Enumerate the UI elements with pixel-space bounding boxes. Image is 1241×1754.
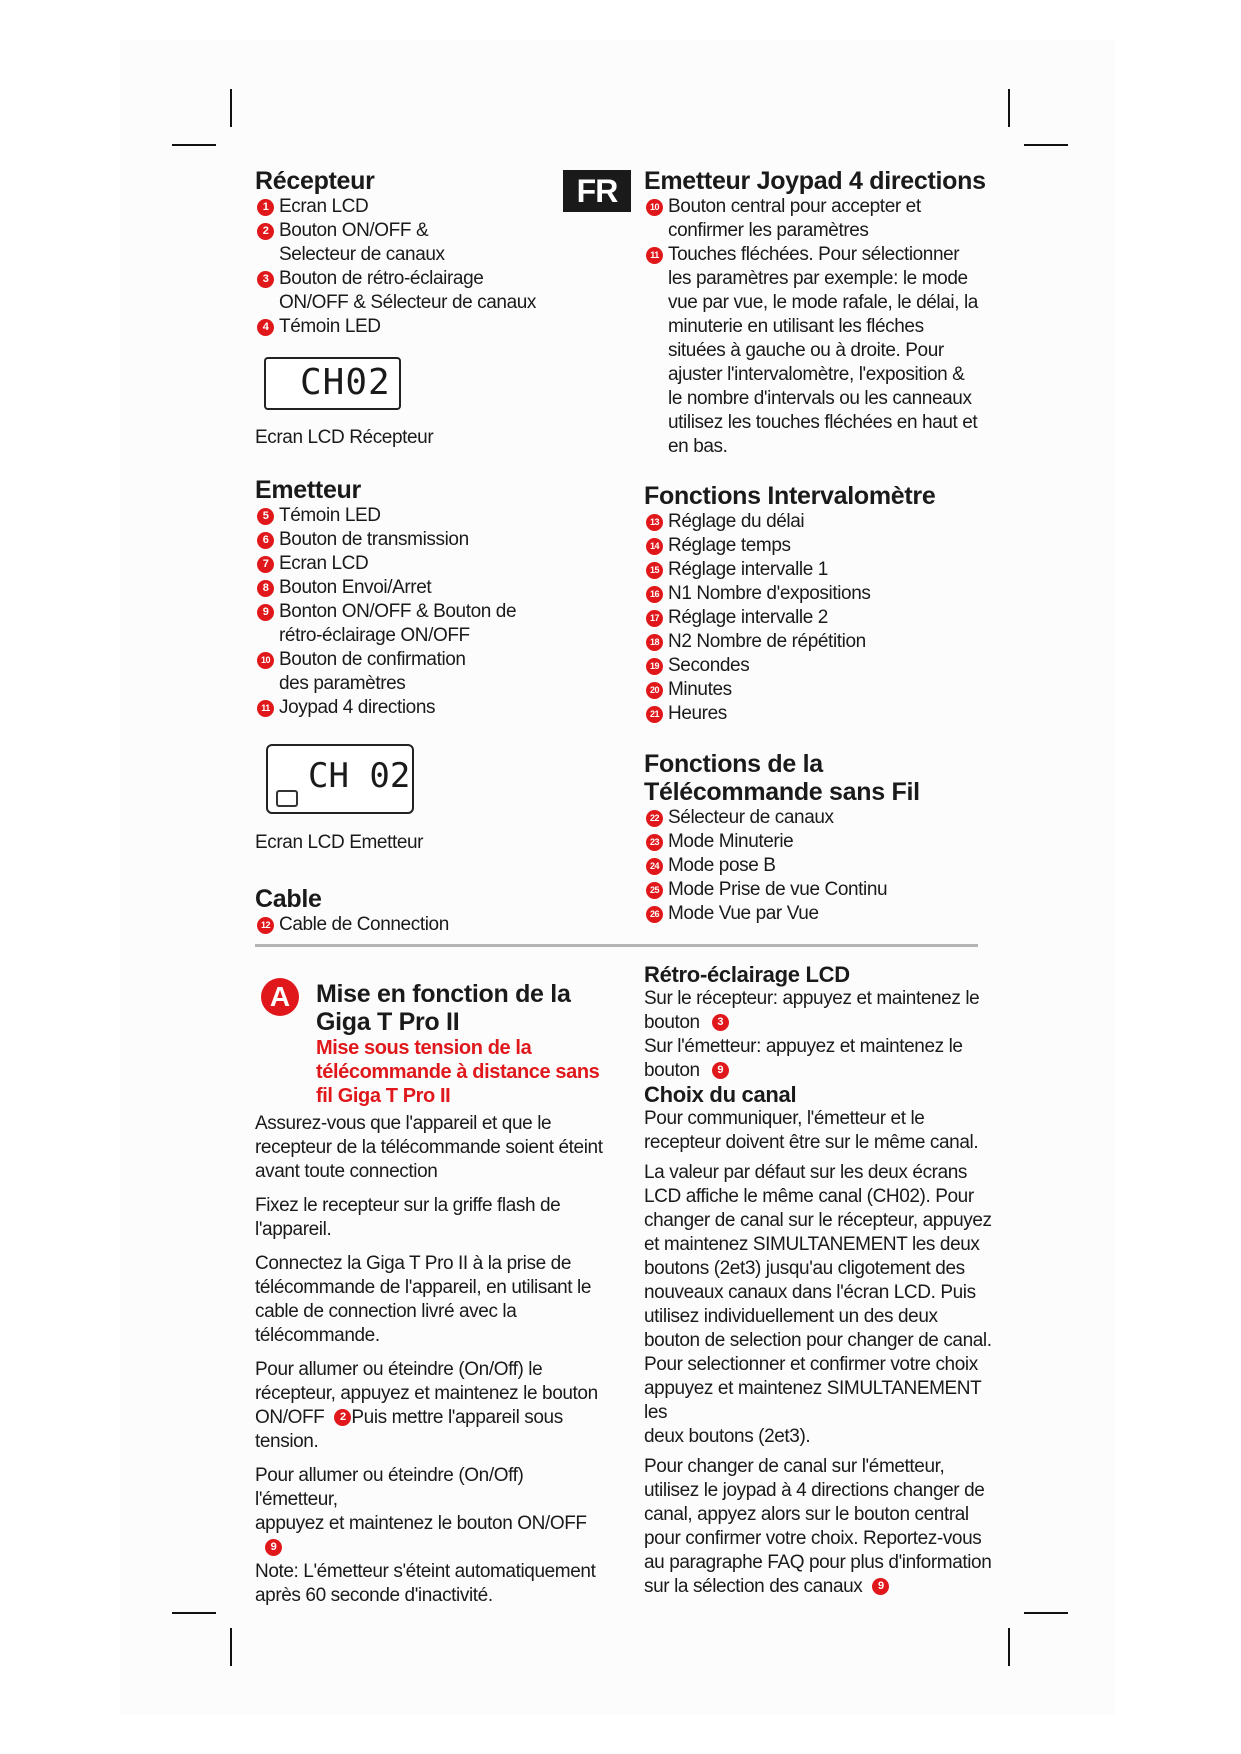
item-text-line: Bouton de confirmation xyxy=(279,649,466,670)
list-item xyxy=(255,696,565,720)
text-line: pour confirmer votre choix. Reportez-vous xyxy=(644,1528,982,1549)
section-a-subtitle-line-3: fil Giga T Pro II xyxy=(316,1085,451,1107)
receptor-section xyxy=(255,167,565,339)
emitter-led-indicator xyxy=(276,790,298,807)
text-line: l'appareil. xyxy=(255,1219,332,1240)
crop-mark xyxy=(1024,144,1068,146)
list-item xyxy=(255,648,565,696)
crop-mark xyxy=(1024,1612,1068,1614)
item-text-line: Minutes xyxy=(668,679,732,700)
text-line: Connectez la Giga T Pro II à la prise de xyxy=(255,1253,571,1274)
text-line: après 60 seconde d'inactivité. xyxy=(255,1585,493,1606)
section-a-title-line-1: Mise en fonction de la xyxy=(316,980,571,1008)
item-text-line: Mode Prise de vue Continu xyxy=(668,879,888,900)
item-text-line: Mode Minuterie xyxy=(668,831,794,852)
text-fragment: Puis mettre l'appareil sous xyxy=(351,1407,563,1428)
section-a-heading xyxy=(316,980,606,1108)
crop-mark xyxy=(230,1628,232,1666)
list-item xyxy=(644,806,994,830)
text-line: deux boutons (2et3). xyxy=(644,1426,811,1447)
cable-section xyxy=(255,885,565,937)
item-number-badge: 8 xyxy=(257,580,274,597)
crop-mark xyxy=(230,89,232,127)
item-text-line: Cable de Connection xyxy=(279,914,449,935)
list-item xyxy=(255,315,565,339)
text-line: boutons (2et3) jusqu'au cligotement des xyxy=(644,1258,965,1279)
item-text-line: Bouton de rétro-éclairage xyxy=(279,268,484,289)
ref-number-badge: 3 xyxy=(712,1014,729,1031)
list-item xyxy=(255,195,565,219)
text-fragment: bouton xyxy=(644,1060,700,1081)
item-text-line: Selecteur de canaux xyxy=(279,244,445,265)
text-line xyxy=(255,1406,605,1430)
item-number-badge: 16 xyxy=(646,586,663,603)
emitter-lcd-text: CH 02 xyxy=(308,756,411,796)
item-text-line: Bouton Envoi/Arret xyxy=(279,577,432,598)
item-number-badge: 9 xyxy=(257,604,274,621)
remote-title xyxy=(644,750,994,806)
item-text-line: ajuster l'intervalomètre, l'exposition & xyxy=(668,364,965,385)
list-item xyxy=(255,219,565,267)
item-text-line: Bouton ON/OFF & xyxy=(279,220,429,241)
list-item xyxy=(644,243,994,459)
text-fragment: bouton xyxy=(644,1012,700,1033)
list-item xyxy=(644,630,994,654)
list-item xyxy=(644,878,994,902)
text-line xyxy=(255,1512,605,1560)
text-line: Pour allumer ou éteindre (On/Off) le xyxy=(255,1359,543,1380)
item-text-line: N2 Nombre de répétition xyxy=(668,631,866,652)
language-tag: FR xyxy=(563,170,631,212)
text-line: LCD affiche le même canal (CH02). Pour xyxy=(644,1186,974,1207)
list-item xyxy=(644,702,994,726)
text-fragment: ON/OFF xyxy=(255,1407,325,1428)
list-item xyxy=(255,552,565,576)
remote-title-line-1: Fonctions de la xyxy=(644,750,823,778)
intervalometer-list xyxy=(644,510,994,726)
item-text-line: ON/OFF & Sélecteur de canaux xyxy=(279,292,537,313)
section-a-paragraph-1 xyxy=(255,1112,605,1184)
item-number-badge: 10 xyxy=(257,652,274,669)
channel-paragraph-2 xyxy=(644,1161,994,1449)
item-number-badge: 7 xyxy=(257,556,274,573)
item-text-line: Réglage intervalle 2 xyxy=(668,607,828,628)
item-text-line: Touches fléchées. Pour sélectionner xyxy=(668,244,960,265)
text-line: Pour allumer ou éteindre (On/Off) l'émetteur, xyxy=(255,1465,524,1510)
section-a-paragraph-3 xyxy=(255,1252,605,1348)
list-item xyxy=(644,510,994,534)
text-line: télécommande de l'appareil, en utilisant le xyxy=(255,1277,592,1298)
ref-number-badge: 9 xyxy=(265,1539,282,1556)
item-text-line: Bouton central pour accepter et xyxy=(668,196,921,217)
channel-section xyxy=(644,1082,994,1599)
section-a-paragraph-5 xyxy=(255,1464,605,1608)
list-item xyxy=(255,576,565,600)
text-line: utilisez individuellement un des deux xyxy=(644,1306,938,1327)
receptor-list xyxy=(255,195,565,339)
cable-title: Cable xyxy=(255,885,322,913)
text-line: au paragraphe FAQ pour plus d'information xyxy=(644,1552,992,1573)
ref-number-badge: 2 xyxy=(334,1409,351,1426)
item-number-badge: 26 xyxy=(646,906,663,923)
text-line: La valeur par défaut sur les deux écrans xyxy=(644,1162,968,1183)
item-number-badge: 4 xyxy=(257,319,274,336)
text-line xyxy=(644,1011,994,1035)
text-line: télécommande. xyxy=(255,1325,380,1346)
item-number-badge: 19 xyxy=(646,658,663,675)
receptor-lcd-caption: Ecran LCD Récepteur xyxy=(255,427,434,448)
text-fragment: sur la sélection des canaux xyxy=(644,1576,863,1597)
remote-section xyxy=(644,750,994,926)
emitter-title: Emetteur xyxy=(255,476,361,504)
joypad-title: Emetteur Joypad 4 directions xyxy=(644,167,986,195)
list-item xyxy=(644,534,994,558)
section-a-subtitle xyxy=(316,1036,606,1108)
joypad-section xyxy=(644,167,994,459)
item-text-line: les paramètres par exemple: le mode xyxy=(668,268,968,289)
text-line: recepteur doivent être sur le même canal. xyxy=(644,1132,979,1153)
item-number-badge: 15 xyxy=(646,562,663,579)
item-text-line: confirmer les paramètres xyxy=(668,220,869,241)
text-line: Fixez le recepteur sur la griffe flash de xyxy=(255,1195,561,1216)
ref-number-badge: 9 xyxy=(872,1578,889,1595)
list-item xyxy=(644,902,994,926)
list-item xyxy=(644,558,994,582)
item-text-line: Témoin LED xyxy=(279,316,381,337)
item-number-badge: 18 xyxy=(646,634,663,651)
text-fragment: appuyez et maintenez le bouton ON/OFF xyxy=(255,1513,587,1534)
text-line: Pour communiquer, l'émetteur et le xyxy=(644,1108,925,1129)
item-text-line: Bonton ON/OFF & Bouton de xyxy=(279,601,517,622)
item-text-line: Joypad 4 directions xyxy=(279,697,436,718)
crop-mark xyxy=(172,144,216,146)
item-text-line: Ecran LCD xyxy=(279,553,369,574)
text-line: changer de canal sur le récepteur, appuyez xyxy=(644,1210,992,1231)
list-item xyxy=(255,504,565,528)
item-text-line: Témoin LED xyxy=(279,505,381,526)
item-text-line: Mode pose B xyxy=(668,855,776,876)
item-number-badge: 2 xyxy=(257,223,274,240)
item-number-badge: 3 xyxy=(257,271,274,288)
backlight-body xyxy=(644,987,994,1083)
text-line: récepteur, appuyez et maintenez le bouton xyxy=(255,1383,598,1404)
emitter-section xyxy=(255,476,565,720)
remote-list xyxy=(644,806,994,926)
emitter-lcd-display xyxy=(266,744,414,814)
text-line: nouveaux canaux dans l'écran LCD. Puis xyxy=(644,1282,976,1303)
text-line: cable de connection livré avec la xyxy=(255,1301,517,1322)
intervalometer-title: Fonctions Intervalomètre xyxy=(644,482,936,510)
item-number-badge: 23 xyxy=(646,834,663,851)
item-text-line: Secondes xyxy=(668,655,750,676)
item-number-badge: 11 xyxy=(257,700,274,717)
list-item xyxy=(255,600,565,648)
item-text-line: le nombre d'intervals ou les canneaux xyxy=(668,388,972,409)
list-item xyxy=(644,678,994,702)
item-number-badge: 22 xyxy=(646,810,663,827)
item-text-line: Réglage temps xyxy=(668,535,791,556)
item-text-line: utilisez les touches fléchées en haut et xyxy=(668,412,978,433)
backlight-title: Rétro-éclairage LCD xyxy=(644,962,850,987)
section-a-title xyxy=(316,980,606,1036)
channel-paragraph-3 xyxy=(644,1455,994,1599)
list-item xyxy=(255,913,565,937)
intervalometer-section xyxy=(644,482,994,726)
item-text-line: vue par vue, le mode rafale, le délai, la xyxy=(668,292,978,313)
list-item xyxy=(255,528,565,552)
list-item xyxy=(644,854,994,878)
emitter-list xyxy=(255,504,565,720)
cable-list xyxy=(255,913,565,937)
ref-number-badge: 9 xyxy=(712,1062,729,1079)
section-a-badge: A xyxy=(261,978,299,1016)
text-line: Sur l'émetteur: appuyez et maintenez le xyxy=(644,1036,963,1057)
section-a-paragraph-2 xyxy=(255,1194,605,1242)
item-text-line: Mode Vue par Vue xyxy=(668,903,819,924)
receptor-lcd-display xyxy=(264,357,401,410)
item-text-line: Réglage intervalle 1 xyxy=(668,559,828,580)
list-item xyxy=(255,267,565,315)
channel-paragraph-1 xyxy=(644,1107,994,1155)
remote-title-line-2: Télécommande sans Fil xyxy=(644,778,920,806)
joypad-list xyxy=(644,195,994,459)
list-item xyxy=(644,195,994,243)
item-number-badge: 10 xyxy=(646,199,663,216)
item-number-badge: 1 xyxy=(257,199,274,216)
text-line: avant toute connection xyxy=(255,1161,438,1182)
item-text-line: Heures xyxy=(668,703,727,724)
section-a-paragraph-4 xyxy=(255,1358,605,1454)
list-item xyxy=(644,830,994,854)
section-a-body xyxy=(255,1112,605,1608)
item-text-line: Bouton de transmission xyxy=(279,529,469,550)
text-line: Pour changer de canal sur l'émetteur, xyxy=(644,1456,945,1477)
section-a-title-line-2: Giga T Pro II xyxy=(316,1008,460,1036)
receptor-title: Récepteur xyxy=(255,167,375,195)
item-text-line: rétro-éclairage ON/OFF xyxy=(279,625,470,646)
item-text-line: Sélecteur de canaux xyxy=(668,807,834,828)
text-line: et maintenez SIMULTANEMENT les deux xyxy=(644,1234,980,1255)
backlight-section xyxy=(644,962,994,1083)
item-number-badge: 5 xyxy=(257,508,274,525)
item-text-line: Ecran LCD xyxy=(279,196,369,217)
item-text-line: situées à gauche ou à droite. Pour xyxy=(668,340,944,361)
text-line: utilisez le joypad à 4 directions changer de xyxy=(644,1480,985,1501)
text-line xyxy=(644,1059,994,1083)
text-line: recepteur de la télécommande soient éteint xyxy=(255,1137,603,1158)
item-text-line: des paramètres xyxy=(279,673,406,694)
channel-title: Choix du canal xyxy=(644,1082,797,1107)
list-item xyxy=(644,582,994,606)
item-number-badge: 21 xyxy=(646,706,663,723)
section-divider xyxy=(255,944,978,947)
text-line: appuyez et maintenez SIMULTANEMENT les xyxy=(644,1378,981,1423)
text-line: Sur le récepteur: appuyez et maintenez le xyxy=(644,988,980,1009)
item-number-badge: 20 xyxy=(646,682,663,699)
item-number-badge: 17 xyxy=(646,610,663,627)
text-line: Assurez-vous que l'appareil et que le xyxy=(255,1113,552,1134)
item-number-badge: 6 xyxy=(257,532,274,549)
item-number-badge: 14 xyxy=(646,538,663,555)
text-line: Pour selectionner et confirmer votre choix xyxy=(644,1354,978,1375)
list-item xyxy=(644,654,994,678)
text-line: Note: L'émetteur s'éteint automatiquement xyxy=(255,1561,596,1582)
list-item xyxy=(644,606,994,630)
crop-mark xyxy=(172,1612,216,1614)
item-number-badge: 12 xyxy=(257,917,274,934)
emitter-lcd-caption: Ecran LCD Emetteur xyxy=(255,832,424,853)
item-text-line: N1 Nombre d'expositions xyxy=(668,583,871,604)
section-a-subtitle-line-2: télécommande à distance sans xyxy=(316,1061,600,1083)
item-number-badge: 25 xyxy=(646,882,663,899)
item-text-line: minuterie en utilisant les fléches xyxy=(668,316,924,337)
text-line: canal, appyez alors sur le bouton central xyxy=(644,1504,969,1525)
item-text-line: en bas. xyxy=(668,436,728,457)
text-line: tension. xyxy=(255,1431,319,1452)
text-line xyxy=(644,1575,994,1599)
item-number-badge: 24 xyxy=(646,858,663,875)
crop-mark xyxy=(1008,1628,1010,1666)
item-number-badge: 13 xyxy=(646,514,663,531)
receptor-lcd-text: CH02 xyxy=(300,362,391,403)
crop-mark xyxy=(1008,89,1010,127)
text-line: bouton de selection pour changer de canal. xyxy=(644,1330,992,1351)
section-a-subtitle-line-1: Mise sous tension de la xyxy=(316,1037,532,1059)
item-number-badge: 11 xyxy=(646,247,663,264)
item-text-line: Réglage du délai xyxy=(668,511,805,532)
